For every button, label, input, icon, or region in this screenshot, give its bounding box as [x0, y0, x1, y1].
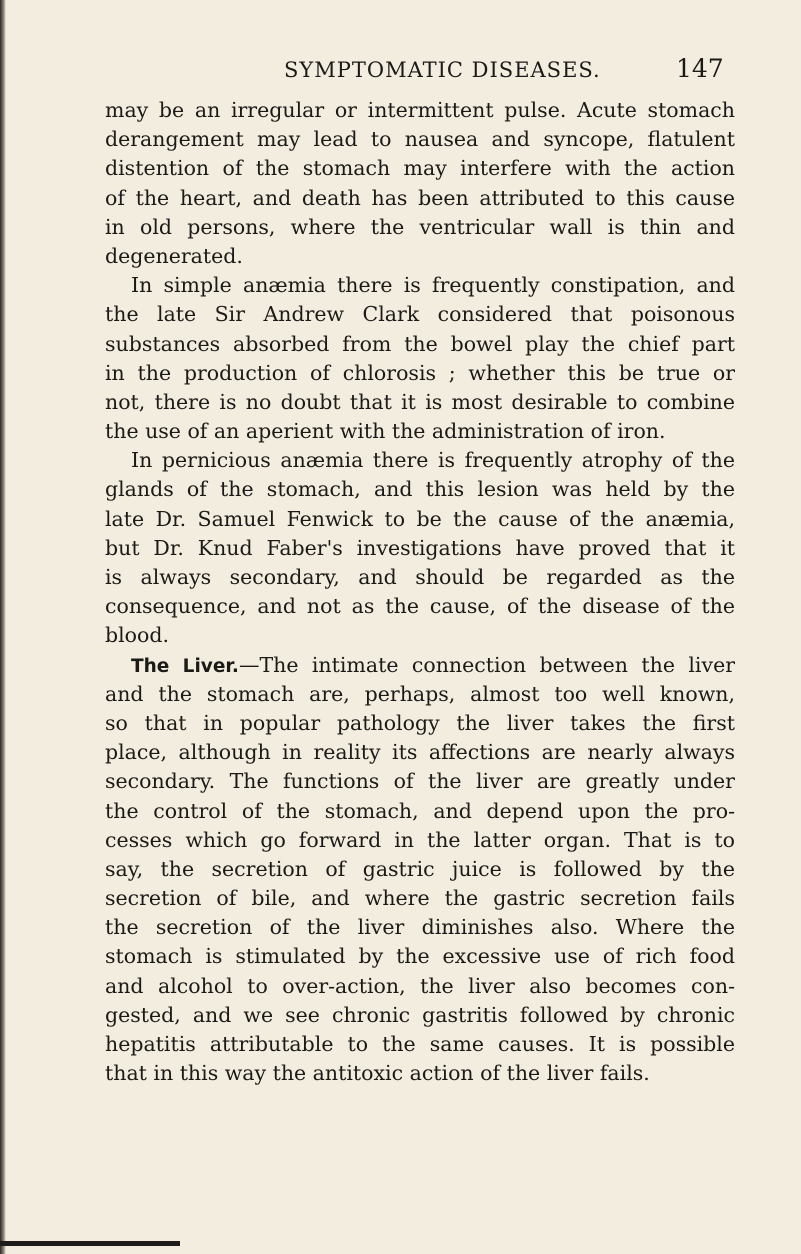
text-line: place, although in reality its affections are nearly always — [105, 740, 735, 765]
paragraph — [105, 651, 735, 1089]
text-line: stomach is stimulated by the excessive use of rich food — [105, 944, 735, 969]
text-line: glands of the stomach, and this lesion was held by the — [105, 477, 735, 502]
paragraph — [105, 271, 735, 446]
text-line: the use of an aperient with the administration of iron. — [105, 419, 666, 444]
text-line: secretion of bile, and where the gastric secretion fails — [105, 886, 735, 911]
page-edge-shadow — [0, 0, 6, 1254]
text-line: In pernicious anæmia there is frequently atrophy of the — [131, 448, 735, 473]
text-line: late Dr. Samuel Fenwick to be the cause of the anæmia, — [105, 506, 735, 531]
text-line: in the production of chlorosis ; whether this be true or — [105, 360, 735, 385]
text-line: degenerated. — [105, 243, 243, 268]
text-line: and alcohol to over-action, the liver also becomes con- — [105, 973, 735, 998]
paragraph — [105, 446, 735, 650]
text-line — [105, 651, 735, 680]
text-line: the secretion of the liver diminishes also. Where the — [105, 915, 735, 940]
text-line: derangement may lead to nausea and syncope, flatulent — [105, 127, 735, 152]
text-line: consequence, and not as the cause, of the disease of the — [105, 594, 735, 619]
text-line: may be an irregular or intermittent pulse. Acute stomach — [105, 98, 735, 122]
text-line: of the heart, and death has been attributed to this cause — [105, 185, 735, 210]
text-line: blood. — [105, 623, 170, 648]
text-line: not, there is no doubt that it is most desirable to combine — [105, 389, 735, 414]
text-line: cesses which go forward in the latter organ. That is to — [105, 827, 735, 852]
text-line: that in this way the antitoxic action of the liver fails. — [105, 1061, 650, 1086]
page-header — [0, 50, 801, 90]
text-line: In simple anæmia there is frequently constipation, and — [131, 273, 735, 298]
running-title: SYMPTOMATIC DISEASES. — [284, 58, 601, 82]
text-run: —The intimate connection between the liver — [238, 652, 735, 677]
text-line: is always secondary, and should be regarded as the — [105, 565, 735, 589]
text-line: say, the secretion of gastric juice is followed by the — [105, 856, 735, 881]
text-line: distention of the stomach may interfere with the action — [105, 156, 735, 181]
text-line: the control of the stomach, and depend upon the pro- — [105, 798, 735, 823]
text-line: so that in popular pathology the liver takes the first — [105, 710, 735, 735]
text-line: and the stomach are, perhaps, almost too well known, — [105, 681, 735, 706]
text-line: hepatitis attributable to the same causes. It is possible — [105, 1032, 735, 1056]
text-line: gested, and we see chronic gastritis followed by chronic — [105, 1002, 735, 1027]
body-text — [105, 96, 735, 1088]
text-line: in old persons, where the ventricular wall is thin and — [105, 214, 735, 239]
paragraph — [105, 96, 735, 271]
text-line: secondary. The functions of the liver are greatly under — [105, 769, 735, 794]
text-line: substances absorbed from the bowel play the chief part — [105, 331, 735, 356]
bottom-rule — [0, 1241, 180, 1246]
section-heading: The Liver. — [131, 655, 239, 677]
text-line: but Dr. Knud Faber's investigations have proved that it — [105, 535, 735, 560]
page-number: 147 — [676, 54, 724, 83]
text-line: the late Sir Andrew Clark considered that poisonous — [105, 302, 735, 327]
